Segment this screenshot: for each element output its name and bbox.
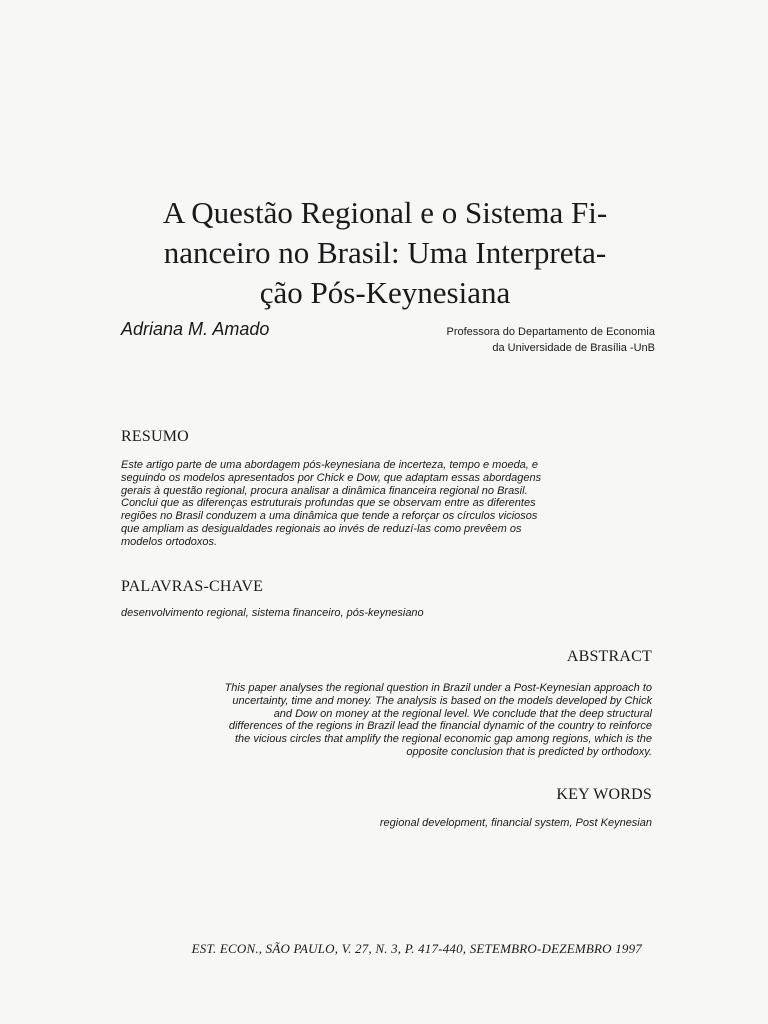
abstract-line: and Dow on money at the regional level. We conclude that the deep structural xyxy=(273,707,652,720)
abstract-line: uncertainty, time and money. The analysis is based on the models developed by Chick xyxy=(232,694,652,707)
title-line: ção Pós-Keynesiana xyxy=(259,274,511,310)
resumo-heading: RESUMO xyxy=(121,428,189,445)
resumo-line: Conclui que as diferenças estruturais profundas que se observam entre as diferentes xyxy=(121,497,536,510)
journal-citation: EST. ECON., SÃO PAULO, V. 27, N. 3, P. 417-440, SETEMBRO-DEZEMBRO 1997 xyxy=(191,941,642,956)
palavras-chave-text: desenvolvimento regional, sistema financeiro, pós-keynesiano xyxy=(121,607,424,619)
abstract-line: opposite conclusion that is predicted by orthodoxy. xyxy=(406,745,652,758)
abstract-text xyxy=(112,682,652,759)
title-line: nanceiro no Brasil: Uma Interpreta- xyxy=(163,234,607,270)
resumo-line: modelos ortodoxos. xyxy=(121,535,217,548)
resumo-line: gerais à questão regional, procura analisar a dinâmica financeira regional no Brasil. xyxy=(121,484,528,497)
resumo-text xyxy=(121,459,641,549)
resumo-line: regiões no Brasil conduzem a uma dinâmica que tende a reforçar os círculos viciosos xyxy=(121,510,538,523)
key-words-heading: KEY WORDS xyxy=(556,786,652,803)
resumo-line: Este artigo parte de uma abordagem pós-keynesiana de incerteza, tempo e moeda, e xyxy=(121,459,539,471)
abstract-line: This paper analyses the regional question in Brazil under a Post-Keynesian approach to xyxy=(224,682,652,694)
resumo-line: seguindo os modelos apresentados por Chick e Dow, que adaptam essas abordagens xyxy=(121,471,542,484)
palavras-chave-heading: PALAVRAS-CHAVE xyxy=(121,578,264,595)
resumo-line: que ampliam as desigualdades regionais ao invés de reduzí-las como prevêem os xyxy=(121,522,522,535)
affiliation-line: da Universidade de Brasília -UnB xyxy=(492,342,655,354)
affiliation-line: Professora do Departamento de Economia xyxy=(446,326,655,338)
author-affiliation xyxy=(355,324,655,356)
title-line: A Questão Regional e o Sistema Fi- xyxy=(162,194,608,230)
key-words-text: regional development, financial system, Post Keynesian xyxy=(379,817,652,829)
abstract-line: the vicious circles that amplify the regional economic gap among regions, which is the xyxy=(235,733,652,746)
abstract-line: differences of the regions in Brazil lead the financial dynamic of the country to reinforce xyxy=(228,720,652,733)
author-name: Adriana M. Amado xyxy=(121,319,270,339)
paper-title xyxy=(110,193,660,313)
abstract-heading: ABSTRACT xyxy=(566,648,652,665)
